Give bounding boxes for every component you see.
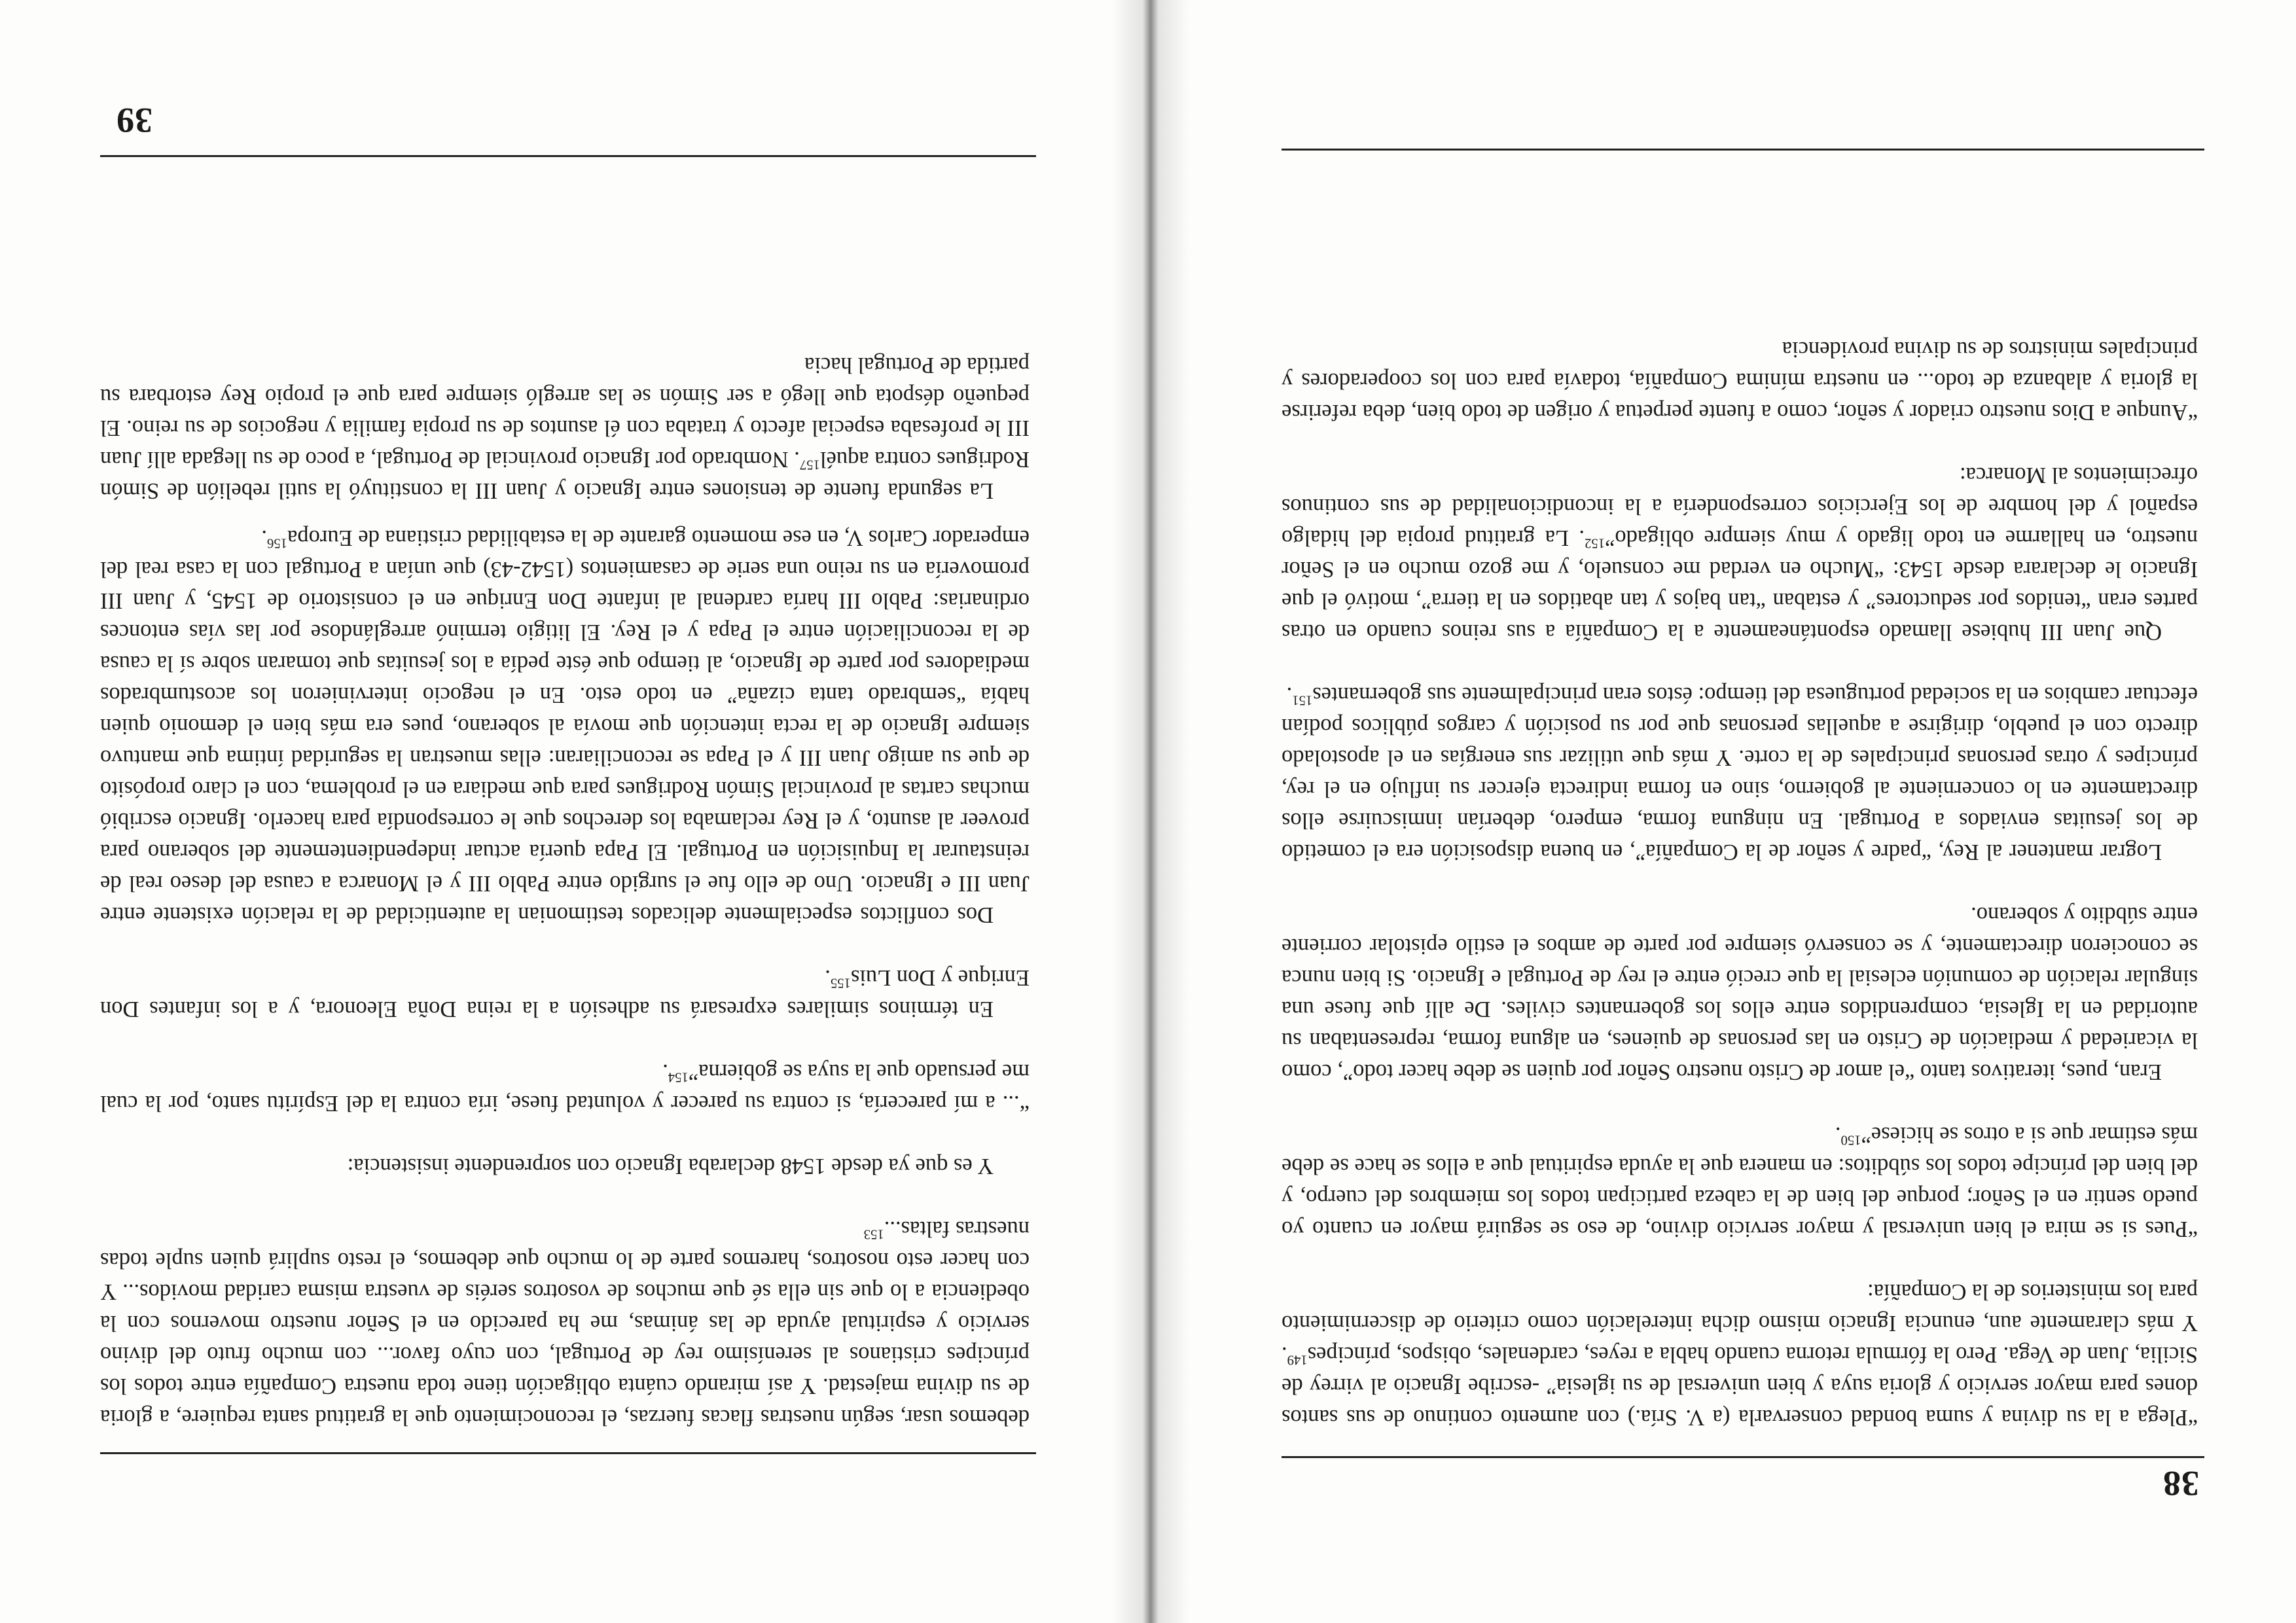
page-number: 38 [2162,1464,2199,1503]
text-block [1282,334,2198,1433]
paragraph-lograr: Lograr mantener al Rey, “padre y señor de la Compañía”, en buena disposición era el cometido de los jesuitas enviados a Portugal. En ninguna forma, empero, deberían inmiscuirse ellos directamente en lo concerniente al gobierno, sino en forma indirecta ejercer su influjo en el rey, príncipes y otras personas principales de la corte. Y más que utilizar sus energías en el apostolado directo con el pueblo, dirigirse a aquellas personas que por su posición y cargos públicos podían efectuar cambios en la sociedad portuguesa del tiempo: éstos eran principalmente sus gobernantes$^{151}$. [1282,683,2198,865]
quote-vega: “Plega a la su divina y suma bondad conservarla (a V. Sría.) con aumento continuo de sus santos dones para mayor servicio y gloria suya y bien universal de su iglesia” -escribe Ignacio al virrey de Sicilia, Juan de Vega. Pero la fórmula retorna cuando habla a reyes, cardenales, obispos, príncipes$^{149}$. Y más claramente aun, enuncia Ignacio mismo dicha interelación como criterio de discernimiento para los ministerios de la Compañía: [1282,1279,2198,1430]
quote-continuation: debemos usar, según nuestras flacas fuerzas, el reconocimiento que la gratitud santa requiere, a gloria de su divina majestad. Y así mirando cuánta obligación tiene toda nuestra Compañía entre todos los príncipes cristianos al serenísimo rey de Portugal, con cuyo favor... con mucho fruto del divino servicio y espiritual ayuda de las ánimas, me ha parecido en el Señor nuestro movernos con la obediencia a lo que sin ella sé que muchos de vosotros seréis de vuestra misma caridad movidos... Y con hacer esto nosotros, haremos parte de lo mucho que debemos, el resto suplirá quien suple todas nuestras faltas...$^{153}$ [100,1217,1030,1430]
header-rule [100,1452,1036,1454]
paragraph-segunda-fuente: La segunda fuente de tensiones entre Ignacio y Juan III la constituyó la sutil rebelión de Simón Rodrigues contra aquél$^{157}$. Nombrado por Ignacio provincial de Portugal, a poco de su llegada allí Juan III le profesaba especial afecto y trataba con él asuntos de su propia familia y negocios de su reino. El pequeño déspota que llegó a ser Simón se las arregló siempre para que el propio Rey estorbara su partida de Portugal hacia [100,353,1030,503]
page-number: 39 [116,101,152,140]
quote-espiritu-santo: “... a mí parecería, si contra su parecer y voluntad fuese, iría contra la del Espíritu santo, por la cual me persuado que la suya se gobierna”$^{154}$. [100,1060,1030,1116]
quote-aunque: “Aunque a Dios nuestro criador y señor, como a fuente perpetua y origen de todo bien, deba referirse la gloria y alabanza de todo... en nuestra mínima Compañía, todavía para con los cooperadores y principales ministros de su divina providencia [1282,337,2198,425]
header-rule [1282,1456,2204,1458]
paragraph-terminos: En términos similares expresará su adhesión a la reina Doña Eleonora, y a los infantes Don Enrique y Don Luis$^{155}$. [100,965,1030,1022]
book-gutter-shadow [1111,0,1190,1623]
paragraph-juan-iii: Que Juan III hubiese llamado espontáneamente a la Compañía a sus reinos cuando en otras partes eran “tenidos por seductores” y estaban “tan bajos y tan abatidos en la tierra”, motivó el que Ignacio le declarara desde 1543: “Mucho en verdad me consuelo, y me gozo mucho en el Señor nuestro, en hallarme en todo ligado y muy siempre obligado”$^{152}$. La gratitud propia del hidalgo español y del hombre de los Ejercicios correspondería a la incondicionalidad de sus continuos ofrecimientos al Monarca: [1282,463,2198,645]
text-block [100,349,1030,1433]
page-38 [1170,0,2296,1623]
paragraph-conflictos: Dos conflictos especialmente delicados testimonian la autenticidad de la relación existente entre Juan III e Ignacio. Uno de ello fue el surgido entre Pablo III y el Monarca a causa del deseo real de reinstaurar la Inquisición en Portugal. El Papa quería actuar independientemente del soberano para proveer al asunto, y el Rey reclamaba los derechos que le correspondía para hacerlo. Ignacio escribió muchas cartas al provincial Simón Rodrigues para que mediara en el problema, con el claro propósito de que su amigo Juan III y el Papa se reconciliaran: ellas muestran la seguridad íntima que mantuvo siempre Ignacio de la recta intención que movía al soberano, pues era más bien el demonio quien había “sembrado tanta cizaña” en todo esto. En el negocio intervinieron los acostumbrados mediadores por parte de Ignacio, al tiempo que éste pedía a los jesuitas que tomaran sobre sí la causa de la reconciliación entre el Papa y el Rey. El litigio terminó arreglándose por las vías entonces ordinarias: Pablo III haría cardenal al infante Don Enrique en el consistorio de 1545, y Juan III promovería en su reino una serie de casamientos (1542-43) que unían a Portugal con la casa real del emperador Carlos V, en ese momento garante de la estabilidad cristiana de Europa$^{156}$. [100,526,1030,927]
footer-rule [1282,149,2204,151]
quote-bien-universal: “Pues si se mira el bien universal y mayor servicio divino, de eso se seguirá mayor en cuanto yo puedo sentir en el Señor; porque del bien de la cabeza participan todos los miembros del cuerpo, y del bien del príncipe todos los súbditos: en manera que la ayuda espiritual que a ellos se hace se debe más estimar que si a otros se hiciese”$^{150}$. [1282,1122,2198,1241]
paragraph-1548: Y es que ya desde 1548 declaraba Ignacio con sorprendente insistencia: [347,1154,994,1179]
footer-rule [100,155,1036,157]
paragraph-eran: Eran, pues, iterativos tanto “el amor de Cristo nuestro Señor por quien se debe hacer todo”, como la vicariedad y mediación de Cristo en las personas de quienes, en alguna forma, representaban su autoridad en la Iglesia, comprendidos entre ellos los gobernantes civiles. De allí que fuese una singular relación de comunión eclesial la que creció entre el rey de Portugal e Ignacio. Si bien nunca se conocieron directamente, y se conservó siempre por parte de ambos el estilo epistolar corriente entre súbdito y soberano. [1282,902,2198,1084]
